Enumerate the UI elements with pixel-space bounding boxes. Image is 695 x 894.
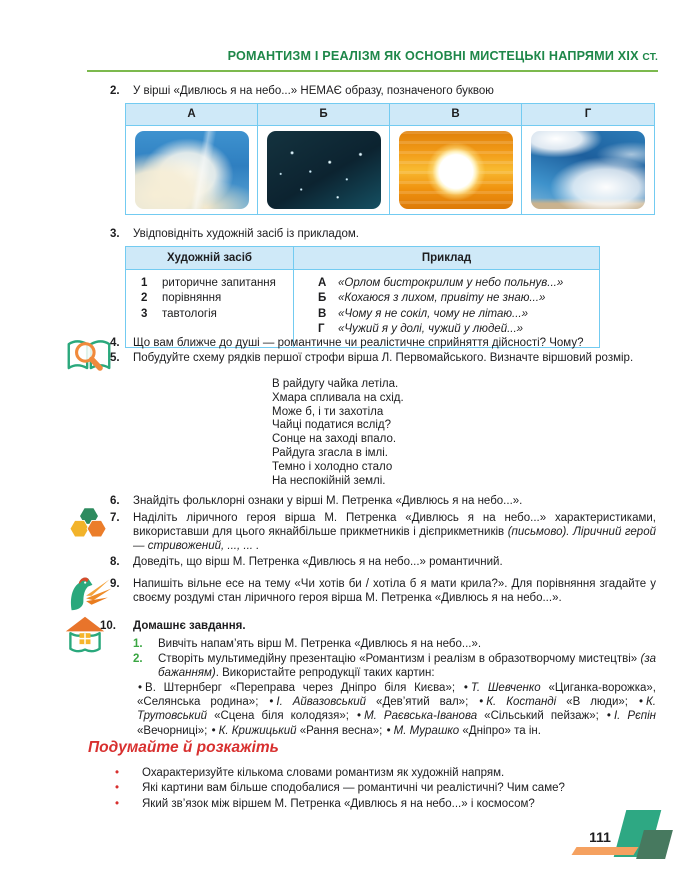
example-row (318, 291, 595, 306)
think-section-list (113, 766, 656, 812)
red-bullet-icon: • (115, 797, 120, 810)
question-4-number: 4. (110, 337, 120, 349)
example-text: «Чужий я у долі, чужий у людей...» (338, 323, 524, 336)
device-row (141, 291, 289, 306)
painting-artist: К. Костанді (486, 696, 557, 709)
options-table-header (126, 104, 654, 125)
option-cell-b (258, 126, 390, 214)
option-label-g: Г (584, 108, 592, 120)
homework-item-1-number: 1. (133, 638, 143, 650)
painting-artist: В. Штернберг (145, 682, 222, 694)
device-number: 2 (141, 292, 148, 305)
painting-title: «Переправа через Дніпро біля Києва»; (229, 682, 456, 694)
example-text: «Чому я не сокіл, чому не літаю...» (338, 307, 528, 320)
paintings-list (137, 681, 656, 738)
painting-title: «В люди»; (566, 696, 628, 709)
question-6-text: Знайдіть фольклорні ознаки у вірші М. Петренка «Дивлюсь я на небо...». (133, 495, 523, 507)
poem-line: Хмара спливала на схід. (272, 391, 404, 404)
question-4-text: Що вам ближче до душі — романтичне чи реалістичне сприйняття дійсності? Чому? (133, 337, 584, 349)
painting-title: «Рання весна»; (299, 724, 383, 737)
option-cell-a (126, 126, 258, 214)
painting-title: «Дев’ятий вал»; (376, 696, 469, 709)
poem-line: Райдуга згасла в імлі. (272, 446, 388, 459)
painting-title: «Сільський пейзаж»; (484, 710, 599, 723)
match-header-example: Приклад (421, 252, 472, 264)
think-bullet-row (113, 797, 656, 812)
example-text: «Орлом бистрокрилим у небо польнув...» (338, 277, 564, 289)
bullet-icon: • (638, 696, 643, 709)
match-table-header (126, 247, 599, 270)
question-7 (110, 511, 656, 553)
think-bullet-text: Охарактеризуйте кількома словами романтизм як художній напрям. (142, 767, 505, 779)
think-bullet-row (113, 781, 656, 796)
device-number: 3 (141, 307, 148, 320)
poem-line: Темно і холодно стало (272, 460, 393, 473)
question-7-text-italic1: (письмово). (507, 526, 570, 538)
painting-title: «Циганка-ворожка», «Селянська родина»; (137, 682, 656, 709)
sky-clouds-image (135, 131, 249, 209)
question-3 (110, 227, 656, 241)
painting-title: «Сцена біля колодязя»; (214, 710, 349, 723)
question-10-title: Домашнє завдання. (133, 620, 246, 632)
device-number: 1 (141, 277, 148, 289)
sun-image (399, 131, 513, 209)
painting-title: «Вечорниці»; (137, 724, 208, 737)
painting-artist: М. Раєвська-Іванова (364, 710, 478, 723)
question-9-text: Напишіть вільне есе на тему «Чи хотів би / хотіла б я мати крила?». Для порівняння згадайте у своєму роздумі стан ліричного героя вірша М. Петренка «Дивлюсь я на небо...». (133, 578, 656, 604)
red-bullet-icon: • (115, 782, 120, 795)
example-letter: А (318, 277, 327, 289)
question-8-number: 8. (110, 556, 120, 568)
painting-entry (137, 682, 455, 694)
book-magnifier-icon (66, 337, 112, 381)
question-2-number: 2. (110, 85, 120, 97)
header-divider (87, 70, 658, 72)
example-letter: Б (318, 292, 327, 305)
option-cell-v (390, 126, 522, 214)
bullet-icon: • (211, 724, 216, 737)
painting-entry (356, 710, 599, 722)
painting-artist: К. Трутовський (137, 696, 656, 723)
sea-waves-image (531, 131, 645, 209)
poem-line: Сонце на заході впало. (272, 433, 397, 446)
bullet-icon: • (386, 724, 391, 737)
device-label: тавтологія (162, 307, 217, 320)
painting-artist: Т. Шевченко (470, 682, 541, 694)
question-6-number: 6. (110, 495, 120, 507)
example-row (318, 276, 595, 291)
device-row (141, 276, 289, 291)
question-7-text-part1: Наділіть ліричного героя вірша М. Петренка «Дивлюсь я на небо...» характеристиками, використавши для цього якнайбільше прикметників і дієприкметників (133, 512, 656, 538)
homework-item-2-italic: (за бажанням) (158, 653, 656, 679)
bullet-icon: • (269, 696, 274, 709)
painting-entry (478, 696, 628, 708)
question-5-number: 5. (110, 352, 120, 364)
options-table-body (126, 125, 654, 214)
option-label-v: В (390, 104, 522, 125)
question-10 (100, 619, 646, 633)
footer-dark-green-shape (636, 830, 673, 859)
poem-line: На неспокійній землі. (272, 474, 386, 487)
poem-line: Чайці податися вслід? (272, 419, 392, 432)
painting-entry (268, 696, 468, 708)
bullet-icon: • (606, 710, 611, 723)
painting-entry (211, 725, 383, 737)
option-label-b: Б (258, 104, 390, 125)
think-bullet-text: Які картини вам більше сподобалися — романтичні чи реалістичні? Чим саме? (142, 782, 565, 795)
question-3-text: Увідповідніть художній засіб із прикладом. (133, 228, 360, 240)
poem-block (272, 378, 404, 488)
example-row (318, 307, 595, 322)
hexagon-cluster-icon (68, 504, 110, 546)
page-header (228, 49, 658, 65)
painting-artist: М. Мурашко (393, 724, 460, 737)
question-8-text: Доведіть, що вірш М. Петренка «Дивлюсь я на небо...» романтичний. (133, 556, 503, 568)
question-8 (110, 555, 656, 569)
homework-item-1-text: Вивчіть напам’ять вірш М. Петренка «Дивлюсь я на небо...». (158, 638, 482, 650)
homework-item-2-part2: . Використайте репродукції таких картин: (215, 667, 435, 679)
painting-entry (386, 725, 541, 737)
homework-item-2-part1: Створіть мультимедійну презентацію «Романтизм і реалізм в образотворчому мистецтві» (158, 653, 641, 665)
question-7-text (133, 511, 656, 553)
options-table (125, 103, 655, 215)
homework-item-2-number: 2. (133, 653, 143, 665)
homework-item-1 (133, 637, 656, 651)
think-section-title: Подумайте й розкажіть (88, 739, 279, 756)
match-header-device: Художній засіб (126, 247, 294, 269)
question-10-number: 10. (100, 620, 116, 632)
question-9 (110, 577, 656, 605)
question-7-number: 7. (110, 512, 120, 524)
device-label: риторичне запитання (162, 277, 276, 289)
example-letter: В (318, 307, 327, 320)
bullet-icon: • (138, 682, 143, 694)
homework-item-2 (133, 652, 656, 680)
question-9-number: 9. (110, 578, 120, 590)
page-number: 111 (589, 829, 611, 845)
poem-line: В райдугу чайка летіла. (272, 378, 399, 390)
example-letter: Г (318, 323, 325, 336)
pegasus-icon (62, 574, 112, 616)
poem-line: Може б, і ти захотіла (272, 405, 384, 418)
page-header-main: РОМАНТИЗМ І РЕАЛІЗМ ЯК ОСНОВНІ МИСТЕЦЬКІ НАПРЯМИ XIX (227, 49, 643, 63)
option-label-a: А (126, 104, 258, 125)
bullet-icon: • (357, 710, 362, 723)
painting-artist: І. Айвазовський (276, 696, 367, 709)
match-table (125, 246, 600, 348)
homework-item-2-text (158, 652, 656, 680)
device-label: порівняння (162, 292, 222, 305)
question-5 (110, 351, 656, 365)
think-bullet-text: Який зв’язок між віршем М. Петренка «Дивлюсь я на небо...» і космосом? (142, 797, 535, 810)
question-7-text-italic2: Ліричний герой — стривожений, ..., ... . (133, 526, 656, 552)
device-row (141, 307, 289, 322)
red-bullet-icon: • (115, 767, 120, 779)
question-2-text: У вірші «Дивлюсь я на небо...» НЕМАЄ образу, позначеного буквою (133, 85, 494, 97)
question-3-number: 3. (110, 228, 120, 240)
question-4 (110, 336, 656, 350)
bullet-icon: • (479, 696, 484, 709)
page-header-suffix: СТ. (642, 52, 658, 63)
think-bullet-row (113, 766, 656, 781)
question-5-text: Побудуйте схему рядків першої строфи вірша Л. Первомайського. Визначте віршовий розмір. (133, 352, 634, 364)
footer-orange-shape (572, 847, 639, 855)
question-2 (110, 84, 656, 98)
painting-artist: І. Рєпін (613, 710, 656, 723)
painting-artist: К. Крижицький (218, 724, 297, 737)
option-cell-g (522, 126, 654, 214)
question-6 (110, 494, 656, 508)
example-text: «Кохаюся з лихом, привіту не знаю...» (338, 292, 546, 305)
night-stars-image (267, 131, 381, 209)
bullet-icon: • (463, 682, 468, 694)
painting-title: «Дніпро» та ін. (462, 724, 541, 737)
